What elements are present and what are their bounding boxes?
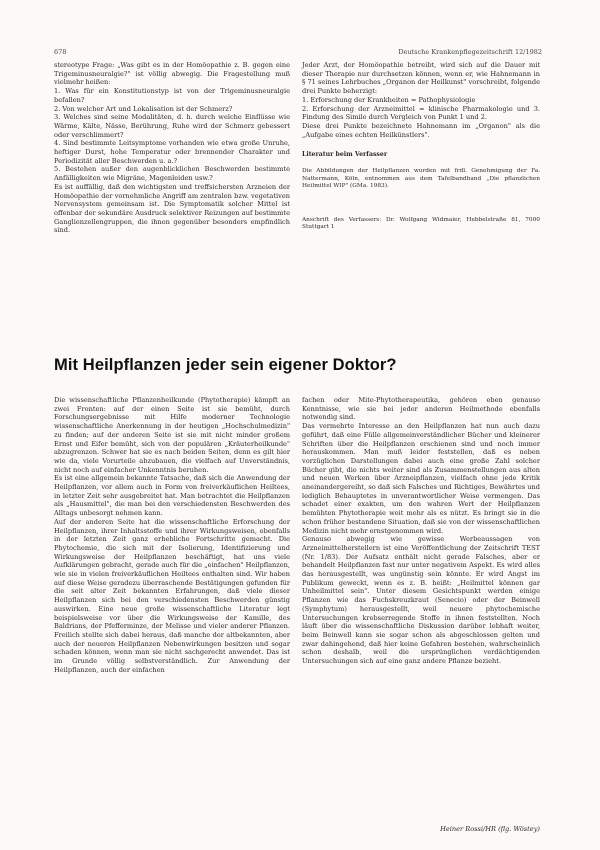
- top-right-column: [302, 61, 540, 232]
- list-item: 2. Von welcher Art und Lokalisation ist der Schmerz?: [54, 104, 233, 113]
- article-author: Heiner Rossi/HR (flg. Wöstey): [440, 825, 540, 833]
- journal-name: Deutsche Krankenpflegezeitschrift 12/1982: [398, 48, 542, 56]
- paragraph: Genauso abwegig wie gewisse Werbeaussagen von Arzneimittelherstellern ist eine Veröffentlichung der Zeitschrift TEST (Nr. 1/83). Der Aufsatz enthält nicht gerade Falsches, aber er behandelt Heilpflanzen fast nur unter negativem Aspekt. Es wird alles das herausgestellt, was ungünstig sein könnte. Er wird Angst im Publikum geweckt, wenn es z. B. heißt: „Heilmittel können gar Unheilmittel sein". Unter diesem Gesichtspunkt werden einige Pflanzen wie das Fuchskreuzkraut (Senecio) oder der Beinwell (Symphytum) herausgestellt, weil neuere phytochemische Untersuchungen krebserregende Stoffe in ihnen feststellten. Noch läuft über die wissenschaftliche Diskussion darüber lebhaft weiter, beim Beinwell kann sie sogar schon als abgeschlossen gelten und zwar dahingehend, daß hier keine Gefahren bestehen, wahrscheinlich schon deshalb, weil die ursprünglichen verdächtigenden Untersuchungen sich auf eine ganz andere Pflanze bezieht.: [302, 535, 540, 666]
- paragraph: stereotype Frage: „Was gibt es in der Homöopathie z. B. gegen eine Trigeminusneuralgie?" ist völlig abwegig. Die Fragestellung muß vielmehr heißen:: [54, 61, 290, 87]
- paragraph: Es ist auffällig, daß den wichtigsten und treffsichersten Arzneien der Homöopathie der vornehmliche Angriff am zentralen bzw. vegetativen Nervensystem gemeinsam ist. Die Symptomatik solcher Mittel ist offenbar der sekundäre Ausdruck selektiver Reizungen auf bestimmte Ganglienzellengruppen, die ihnen gegenüber besonders empfindlich sind.: [54, 182, 290, 235]
- bottom-right-column: [302, 396, 540, 666]
- paragraph: fachen oder Mite-Phytotherapeutika, gehören eben genauso Kenntnisse, wie sie bei jeder anderen Heilmethode ebenfalls notwendig sind.: [302, 396, 540, 422]
- list-item: 2. Erforschung der Arzneimittel = klinische Pharmakologie und 3. Findung des Simile durch Vergleich von Punkt 1 und 2.: [302, 104, 540, 122]
- bottom-left-column: [54, 396, 290, 675]
- paragraph: Es ist eine allgemein bekannte Tatsache, daß sich die Anwendung der Heilpflanzen, vor allem auch in Form von freiverkäuflichen Heiltees, in letzter Zeit sehr ausgebreitet hat. Man betrachtet die Heilpflanzen als „Hausmittel", die man bei den verschiedensten Beschwerden des Alltags unbesorgt nehmen kann.: [54, 474, 290, 518]
- paragraph: Auf der anderen Seite hat die wissenschaftliche Erforschung der Heilpflanzen, ihrer Inhaltsstoffe und ihrer Wirkungsweisen, ebenfalls in der letzten Zeit ganz erhebliche Fortschritte gemacht. Die Phytochemie, die sich mit der Isolierung, Identifizierung und Wirkungsweise der Heilpflanzen beschäftigt, hat uns viele Aufklärungen gebracht, gerade auch für die „einfachen" Heilpflanzen, wie sie in vielen freiverkäuflichen Heiltees enthalten sind. Wir haben auf diese Weise geradezu überraschende Bestätigungen gefunden für die seit alter Zeit bekannten Erfahrungen, daß viele dieser Heilpflanzen sich bei den verschiedensten Beschwerden günstig auswirken. Eine neue große wissenschaftliche Literatur legt beispielsweise vor über die Wirkungsweise der Kamille, des Baldrians, der Pfefferminze, der Melisse und vieler anderer Pflanzen. Freilich stellte sich dabei heraus, daß manche der altbekannten, aber auch der neueren Heilpflanzen Nebenwirkungen besitzen und sogar schaden können, wenn man sie nicht sachgerecht anwendet. Das ist im Grunde völlig selbstverständlich. Zur Anwendung der Heilpflanzen, auch der einfachen: [54, 517, 290, 674]
- list-item: 1. Was für ein Konstitutionstyp ist von der Trigeminusneuralgie befallen?: [54, 87, 290, 104]
- top-left-column: [54, 61, 290, 235]
- list-item: 1. Erforschung der Krankheiten = Pathophysiologie: [302, 95, 476, 104]
- author-address: Anschrift des Verfassers: Dr. Wolfgang Widmaier, Hebbelstraße 81, 7000 Stuttgart 1: [302, 216, 540, 231]
- image-credit-note: Die Abbildungen der Heilpflanzen wurden mit frdl. Genehmigung der Fa. Nattermann, Köln, entnommen aus dem Tafelbandband „Die pflanzlichen Heilmittel WIP" (GMa. 1983).: [302, 168, 540, 190]
- literature-heading: Literatur beim Verfasser: [302, 151, 388, 159]
- list-item: 5. Bestehen außer den augenblicklichen Beschwerden bestimmte Anfälligkeiten wie Migräne, Magenleiden usw.?: [54, 165, 290, 183]
- paragraph: Die wissenschaftliche Pflanzenheilkunde (Phytotherapie) kämpft an zwei Fronten: auf der einen Seite ist sie bemüht, durch Forschungsergebnisse mit Hilfe moderner Technologie wissenschaftliche Anerkennung in der heutigen „Hochschulmedizin" zu finden; auf der anderen Seite ist sie mit nicht minder großem Ernst und Eifer bemüht, sich von der populären „Kräuterheilkunde" abzugrenzen. Schwer hat sie es nach beiden Seiten, denn es gilt hier wie da, viele Vorurteile abzubauen, die vielfach auf Unverständnis, nicht noch auf einfacher Unkenntnis beruhen.: [54, 396, 290, 474]
- page-number: 678: [54, 48, 67, 56]
- paragraph: Das vermehrte Interesse an den Heilpflanzen hat nun auch dazu geführt, daß eine Fülle allgemeinverständlicher Bücher und kleinerer Schriften über die Heilpflanzen erschienen sind und noch immer herauskommen. Man muß leider feststellen, daß es neben vorzüglichen Darstellungen dabei auch eine große Zahl solcher Bücher gibt, die nichts weiter sind als Zusammenstellungen aus alten und neuen Werken über Arzneipflanzen, vielfach ohne jede Kritik aneinandergereiht, so daß sich Falsches und Richtiges, Bewährtes und lediglich Behauptetes in unverantwortlicher Weise vermengen. Das schadet einer exakten, um den wahren Wert der Heilpflanzen bemühten Phytotherapie weit mehr als es nützt. Es bringt sie in die schon früher bestandene Situation, daß sie von der wissenschaftlichen Medizin nicht mehr ernstgenommen wird.: [302, 422, 540, 535]
- paragraph: Jeder Arzt, der Homöopathie betreibt, wird sich auf die Dauer mit dieser Therapie nur durchsetzen können, wenn er, wie Hahnemann in § 71 seines Lehrbuches „Organon der Heilkunst" vorschreibt, folgende drei Punkte beherzigt:: [302, 61, 540, 96]
- paragraph: Diese drei Punkte bezeichnete Hahnemann im „Organon" als die „Aufgabe eines echten Heilkünstlers".: [302, 121, 540, 139]
- list-item: 4. Sind bestimmte Leitsymptome vorhanden wie etwa große Unruhe, heftiger Durst, hohe Temperatur oder brennender Charakter und Periodizität aller Beschwerden u. a.?: [54, 139, 290, 165]
- article-title: Mit Heilpflanzen jeder sein eigener Doktor?: [54, 356, 397, 374]
- list-item: 3. Welches sind seine Modalitäten, d. h. durch welche Einflüsse wie Wärme, Kälte, Nässe, Berührung, Ruhe wird der Schmerz gebessert oder verschlimmert?: [54, 113, 290, 139]
